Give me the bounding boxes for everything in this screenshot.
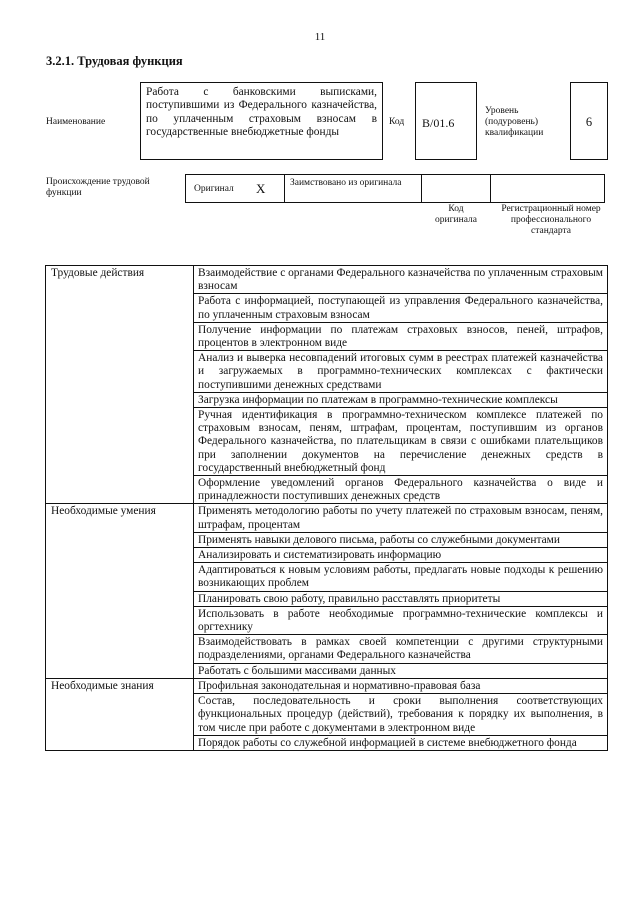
item-cell: Анализировать и систематизировать информацию [194,548,608,563]
item-cell: Состав, последовательность и сроки выполнения соответствующих функциональных процедур (действий), требования к порядку их выполнения, в том числе при работе с документами в электронном виде [194,694,608,736]
item-cell: Работать с большими массивами данных [194,663,608,678]
item-cell: Профильная законодательная и нормативно-правовая база [194,678,608,693]
borrowed-label: Заимствовано из оригинала [290,178,402,188]
code-label: Код [389,117,405,127]
origin-table [185,174,605,203]
item-cell: Загрузка информации по платежам в программно-технические комплексы [194,392,608,407]
item-cell: Ручная идентификация в программно-техническом комплексе платежей по страховым взносам, пеням, штрафам, процентам, поступившим из органов Федерального казначейства, по плательщикам в связи с ошибками плательщиков при заполнении документов на перечисление денежных средств в государственный внебюджетный фонд [194,408,608,476]
level-label: Уровень (подуровень) квалификации [485,106,544,138]
original-mark: X [256,181,266,196]
origin-divider [284,175,285,202]
item-cell: Получение информации по платежам страховых взносов, пеней, штрафов, процентов в электронном виде [194,322,608,350]
origin-divider [421,175,422,202]
table-row [46,504,608,532]
name-label: Наименование [46,117,106,127]
level-value: 6 [570,82,608,160]
requirements-table [45,265,608,751]
origin-label: Происхождение трудовой функции [46,177,150,198]
item-cell: Порядок работы со служебной информацией в системе внебюджетного фонда [194,735,608,750]
origin-divider [490,175,491,202]
section-title: 3.2.1. Трудовая функция [46,54,183,68]
function-name-value: Работа с банковскими выписками, поступившими из Федерального казначейства, по уплаченным страховым взносам в государственные внебюджетные фонды [140,82,383,160]
reg-number-caption: Регистрационный номер профессионального стандарта [501,204,601,236]
code-original-caption: Код оригинала [435,204,477,225]
item-cell: Взаимодействие с органами Федерального казначейства по уплаченным страховым взносам [194,266,608,294]
original-label: Оригинал [194,184,234,194]
category-cell: Необходимые знания [46,678,194,750]
category-cell: Необходимые умения [46,504,194,678]
page-number: 11 [314,31,326,43]
table-row [46,678,608,693]
item-cell: Планировать свою работу, правильно расставлять приоритеты [194,591,608,606]
category-cell: Трудовые действия [46,266,194,504]
code-value: B/01.6 [415,82,477,160]
item-cell: Адаптироваться к новым условиям работы, предлагать новые подходы к решению возникающих проблем [194,563,608,591]
item-cell: Оформление уведомлений органов Федерального казначейства о виде и принадлежности поступивших денежных средств [194,476,608,504]
item-cell: Использовать в работе необходимые программно-технические комплексы и оргтехнику [194,606,608,634]
item-cell: Применять методологию работы по учету платежей по страховым взносам, пеням, штрафам, процентам [194,504,608,532]
item-cell: Взаимодействовать в рамках своей компетенции с другими структурными подразделениями, органами Федерального казначейства [194,635,608,663]
item-cell: Работа с информацией, поступающей из управления Федерального казначейства, по уплаченным страховым взносам [194,294,608,322]
item-cell: Применять навыки делового письма, работы со служебными документами [194,532,608,547]
item-cell: Анализ и выверка несовпадений итоговых сумм в реестрах платежей казначейства и загружаемых в программно-технических комплексах с фактически поступившими денежных средствами [194,351,608,393]
table-row [46,266,608,294]
